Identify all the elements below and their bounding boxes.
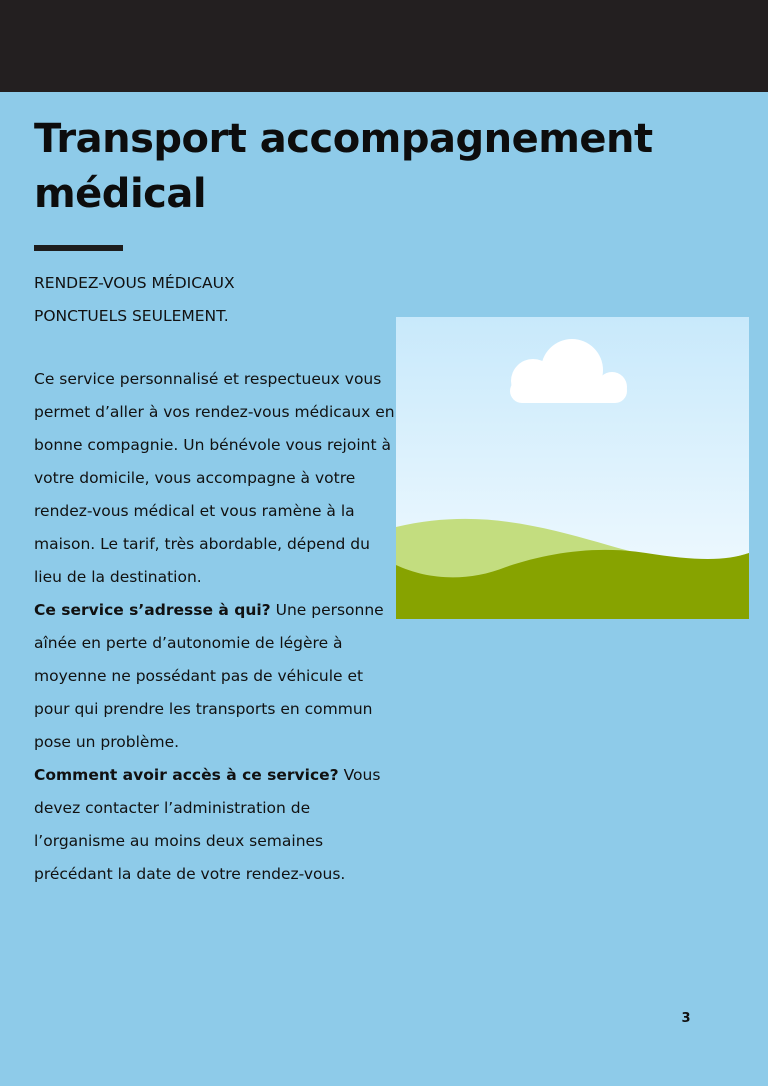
title-underline: [34, 245, 123, 251]
question-2-answer: Vous devez contacter l’administration de l’organisme au moins deux semaines précédant la date de votre rendez-vous.: [34, 766, 381, 883]
intro-paragraph: Ce service personnalisé et respectueux vous permet d’aller à vos rendez-vous médicaux en bonne compagnie. Un bénévole vous rejoint à votre domicile, vous accompagne à votre rendez-vous médical et vous ramène à la maison. Le tarif, très abordable, dépend du lieu de la destination.: [34, 370, 395, 586]
subtitle-line-1: RENDEZ-VOUS MÉDICAUX: [34, 274, 235, 292]
landscape-placeholder-icon: [396, 317, 749, 619]
page-title-line-1: Transport accompagnement: [34, 116, 653, 162]
question-1-answer: Une personne aînée en perte d’autonomie de légère à moyenne ne possédant pas de véhicule et pour qui prendre les transports en commun pose un problème.: [34, 601, 384, 751]
subtitle: [34, 267, 364, 333]
question-1-paragraph: [34, 594, 398, 759]
question-2-paragraph: [34, 759, 398, 891]
question-2-heading: Comment avoir accès à ce service?: [34, 766, 339, 784]
page-title-line-2: médical: [34, 171, 207, 217]
page-title: [34, 112, 734, 222]
top-band: [0, 0, 768, 92]
page-number: 3: [681, 1011, 691, 1026]
question-1-heading: Ce service s’adresse à qui?: [34, 601, 271, 619]
subtitle-line-2: PONCTUELS SEULEMENT.: [34, 307, 229, 325]
body-text: [34, 363, 398, 891]
